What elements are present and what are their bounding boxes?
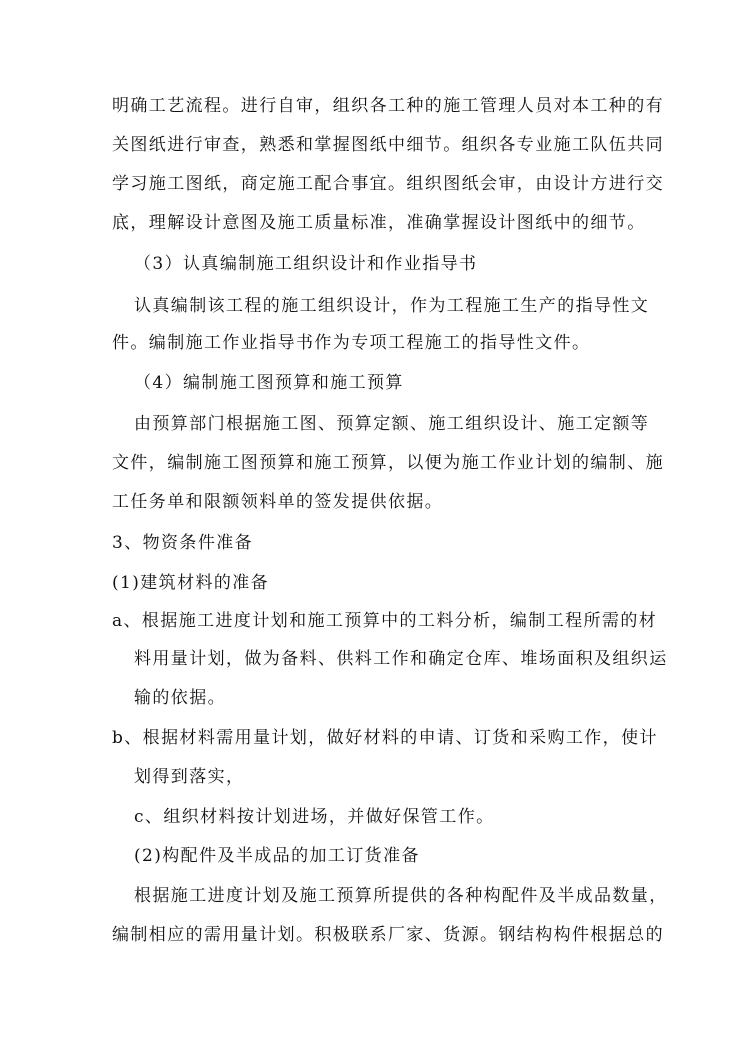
text-line: 由预算部门根据施工图、预算定额、施工组织设计、施工定额等: [134, 414, 650, 434]
text-line: 件。编制施工作业指导书作为专项工程施工的指导性文件。: [112, 333, 591, 353]
text-line: 底，理解设计意图及施工质量标准，准确掌握设计图纸中的细节。: [112, 213, 646, 233]
text-line: 认真编制该工程的施工组织设计，作为工程施工生产的指导性文: [134, 296, 650, 316]
text-line: 根据施工进度计划及施工预算所提供的各种构配件及半成品数量，: [134, 886, 668, 906]
text-line: 料用量计划，做为备料、供料工作和确定仓库、堆场面积及组织运: [134, 649, 668, 669]
text-line: 划得到落实，: [134, 767, 245, 787]
section-heading: 3、物资条件准备: [112, 533, 254, 553]
text-line: 关图纸进行审查，熟悉和掌握图纸中细节。组织各专业施工队伍共同: [112, 135, 664, 155]
subsection-heading: (2)构配件及半成品的加工订货准备: [134, 846, 420, 866]
list-item: a、根据施工进度计划和施工预算中的工料分析，编制工程所需的材: [112, 611, 658, 631]
text-line: 工任务单和限额领料单的签发提供依据。: [112, 492, 444, 512]
text-line: 学习施工图纸，商定施工配合事宜。组织图纸会审，由设计方进行交: [112, 174, 664, 194]
text-line: 文件，编制施工图预算和施工预算，以便为施工作业计划的编制、施: [112, 453, 664, 473]
list-item: b、根据材料需用量计划，做好材料的申请、订货和采购工作，使计: [112, 728, 658, 748]
list-item: c、组织材料按计划进场，并做好保管工作。: [134, 807, 495, 827]
text-line: 编制相应的需用量计划。积极联系厂家、货源。钢结构构件根据总的: [112, 925, 664, 945]
subsection-heading: (1)建筑材料的准备: [112, 573, 270, 593]
text-line: 输的依据。: [134, 688, 226, 708]
section-heading: （4）编制施工图预算和施工预算: [134, 373, 404, 393]
section-heading: （3）认真编制施工组织设计和作业指导书: [134, 254, 478, 274]
text-line: 明确工艺流程。进行自审，组织各工种的施工管理人员对本工种的有: [112, 96, 664, 116]
